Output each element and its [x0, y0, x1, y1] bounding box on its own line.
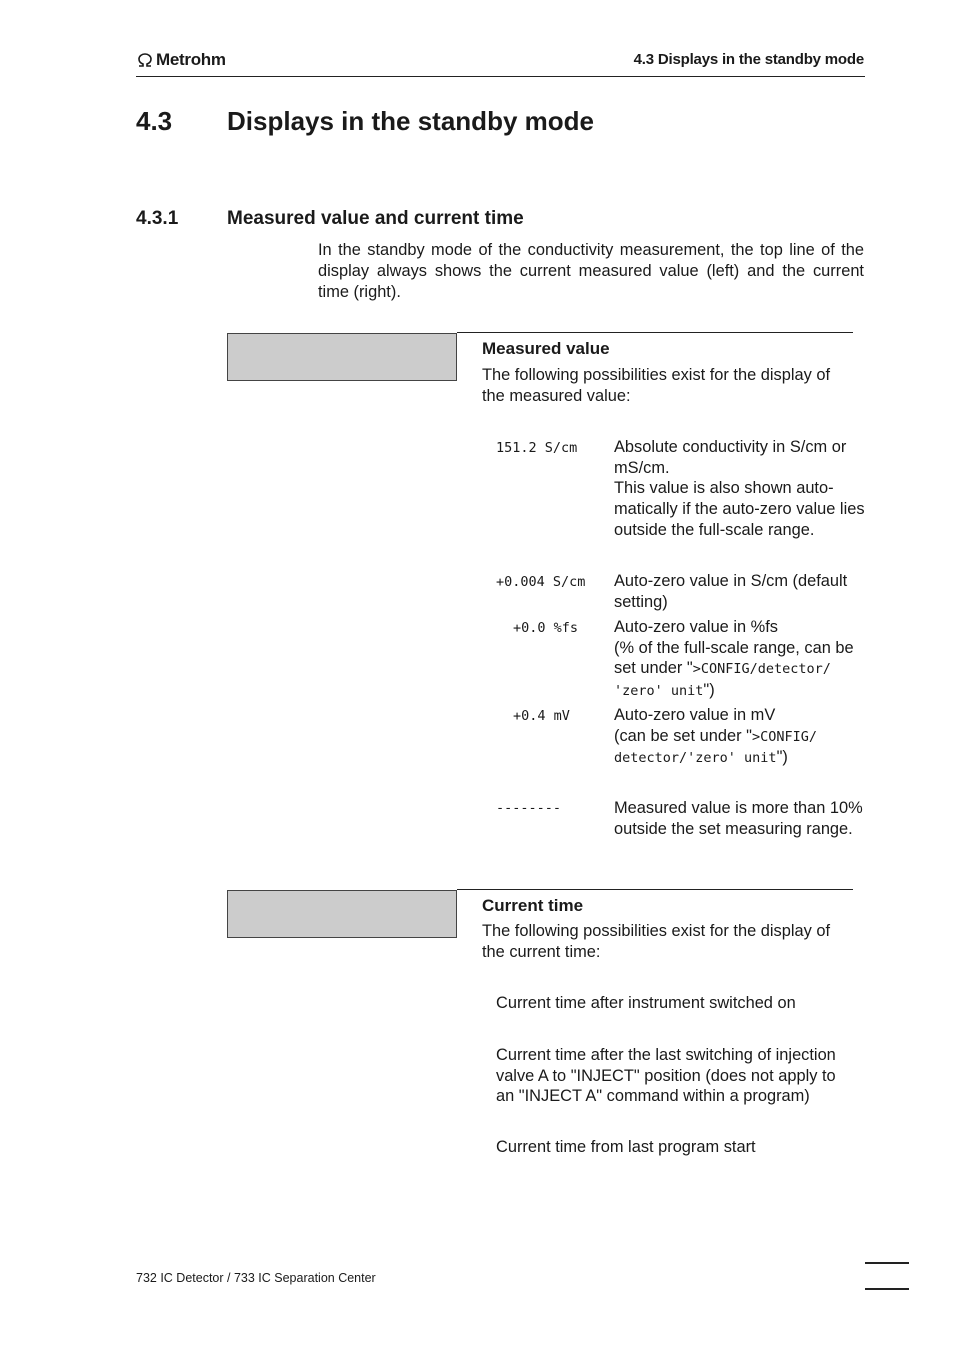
- metrohm-omega-icon: [136, 52, 154, 68]
- subsection-number: 4.3.1: [136, 208, 179, 229]
- display-desc: [614, 617, 869, 702]
- display-desc: Auto-zero value in S/cm (default setting): [614, 572, 848, 611]
- brand-name: Metrohm: [156, 50, 226, 69]
- intro-paragraph: In the standby mode of the conductivity measurement, the top line of the display always shows the current measured value (left) and the current time (right).: [318, 241, 864, 301]
- section-number: 4.3: [136, 106, 173, 136]
- brand-logo: [136, 50, 226, 70]
- measured-value-display-box: [227, 333, 457, 381]
- footer-text: 732 IC Detector / 733 IC Separation Center: [136, 1271, 376, 1285]
- page-rule-top: [865, 1262, 909, 1264]
- measured-value-title: Measured value: [482, 339, 610, 358]
- current-time-desc: The following possibilities exist for the display of the current time:: [482, 922, 831, 961]
- config-path: >CONFIG/detector/ 'zero' unit: [614, 661, 831, 700]
- display-code: +0.4 mV: [513, 708, 570, 724]
- current-time-title: Current time: [482, 896, 584, 915]
- subsection-title: Measured value and current time: [227, 208, 524, 229]
- display-desc-line: Auto-zero value in %fs: [614, 618, 778, 636]
- time-option: Current time after the last switching of injection valve A to "INJECT" position (does not apply to an "INJECT A" command within a program): [496, 1046, 836, 1106]
- display-desc-line: This value is also shown auto-matically if the auto-zero value lies outside the full-scale range.: [614, 479, 865, 539]
- time-option: Current time from last program start: [496, 1138, 756, 1156]
- display-desc-line: Auto-zero value in mV: [614, 706, 776, 724]
- measured-value-desc: The following possibilities exist for the display of the measured value:: [482, 366, 831, 405]
- display-code: +0.0 %fs: [513, 620, 579, 636]
- measured-value-rule: [457, 332, 853, 333]
- display-desc: [614, 705, 869, 769]
- subsection-heading: [136, 208, 524, 230]
- display-desc-line: (% of the full-scale range, can be set under ">CONFIG/detector/ 'zero' unit"): [614, 638, 854, 700]
- display-desc: [614, 437, 869, 541]
- section-heading: [136, 106, 594, 137]
- display-code: --------: [496, 800, 562, 816]
- header-section-title: 4.3 Displays in the standby mode: [633, 51, 864, 68]
- section-title: Displays in the standby mode: [227, 106, 594, 136]
- display-desc: Measured value is more than 10% outside the set measuring range.: [614, 799, 863, 838]
- display-code: 151.2 S/cm: [496, 440, 578, 456]
- current-time-rule: [457, 889, 853, 890]
- header-rule: [136, 76, 865, 77]
- config-path: >CONFIG/ detector/'zero' unit: [614, 728, 817, 767]
- time-option: Current time after instrument switched on: [496, 994, 796, 1012]
- display-desc-line: Absolute conductivity in S/cm or mS/cm.: [614, 438, 847, 477]
- display-desc-line: (can be set under ">CONFIG/ detector/'zero' unit"): [614, 726, 817, 767]
- display-code: +0.004 S/cm: [496, 574, 586, 590]
- current-time-display-box: [227, 890, 457, 938]
- page-rule-bottom: [865, 1288, 909, 1290]
